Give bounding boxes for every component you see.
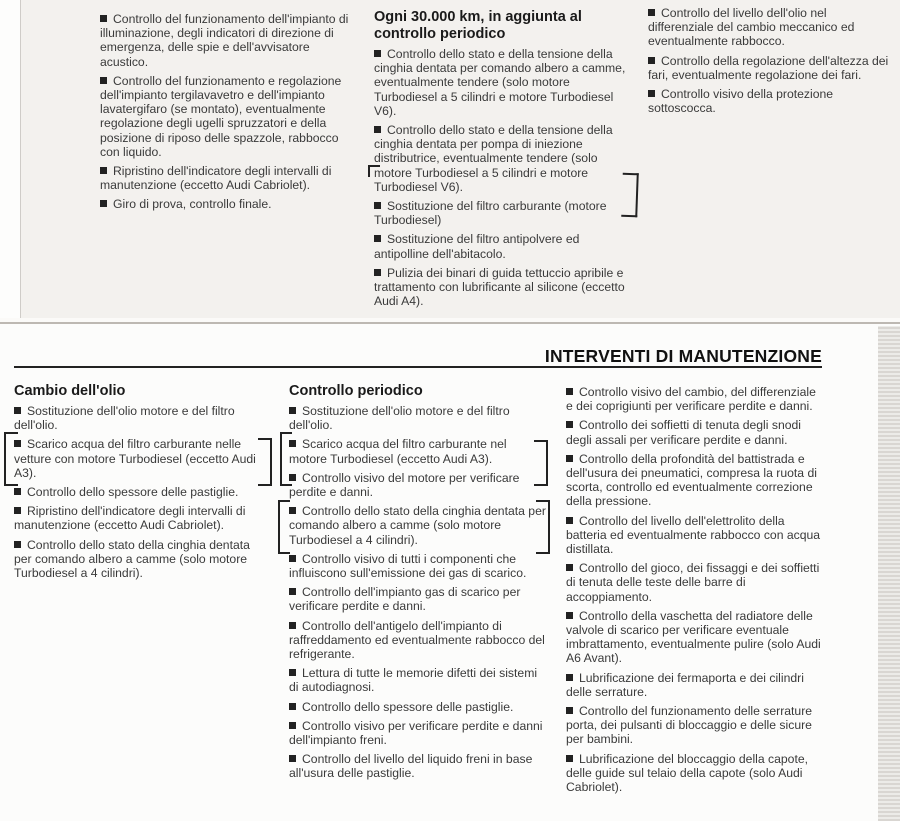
list-item: Controllo della profondità del battistrada e dell'usura dei pneumatici, compresa la ruota di scorta, controllo ed eventualmente correzione della pressione. [566, 451, 817, 509]
bullet-icon [100, 200, 107, 207]
list-item: Controllo del funzionamento e regolazione dell'impianto tergilavavetro e dell'impianto lavatergifaro (se montato), eventualmente regolazione degli ugelli spruzzatori e della posizione di riposo delle spazzole, rabbocco con liquido. [100, 73, 342, 159]
handwritten-bracket-mark [4, 432, 18, 486]
list-item: Controllo dell'impianto gas di scarico per verificare perdite e danni. [289, 585, 521, 614]
list-item: Controllo visivo del cambio, del differenziale e dei coprigiunti per verificare perdite e danni. [566, 385, 816, 414]
bullet-icon [566, 517, 573, 524]
top-column-3 [648, 6, 894, 120]
handwritten-bracket-mark [280, 432, 292, 486]
handwritten-bracket-mark [368, 165, 380, 177]
bullet-icon [374, 50, 381, 57]
list-item: Sostituzione del filtro antipolvere ed antipolline dell'abitacolo. [374, 232, 580, 261]
list-item: Giro di prova, controllo finale. [100, 197, 356, 211]
bullet-icon [566, 755, 573, 762]
list-item: Sostituzione del filtro carburante (motore Turbodiesel) [374, 199, 607, 228]
top-column-2 [374, 9, 630, 313]
handwritten-bracket-mark [534, 440, 548, 486]
bullet-icon [289, 588, 296, 595]
list-item: Lettura di tutte le memorie difetti dei sistemi di autodiagnosi. [289, 666, 538, 695]
list-item: Controllo dello stato della cinghia dentata per comando albero a camme (solo motore Turbodiesel a 4 cilindri). [14, 537, 250, 581]
bullet-icon [289, 407, 296, 414]
list-item: Controllo della regolazione dell'altezza dei fari, eventualmente regolazione dei fari. [648, 53, 889, 82]
bullet-icon [566, 455, 573, 462]
page-gutter [0, 0, 21, 318]
page-edge-stack [878, 326, 900, 821]
bullet-icon [374, 126, 381, 133]
bullet-icon [14, 407, 21, 414]
section-heading: Ogni 30.000 km, in aggiunta al controllo periodico [374, 9, 582, 42]
handwritten-bracket-mark [258, 438, 272, 486]
list-item: Lubrificazione dei fermaporta e dei cilindri delle serrature. [566, 670, 804, 699]
list-item: Controllo dello spessore delle pastiglie. [289, 700, 547, 714]
bullet-icon [566, 421, 573, 428]
bullet-icon [566, 707, 573, 714]
bullet-icon [648, 90, 655, 97]
bottom-column-3 [566, 385, 822, 799]
bullet-icon [100, 77, 107, 84]
bullet-icon [14, 541, 21, 548]
bullet-icon [566, 612, 573, 619]
bullet-icon [289, 722, 296, 729]
list-item: Controllo dello stato e della tensione della cinghia dentata per pompa di iniezione distributrice, eventualmente tendere (solo motore Turbodiesel a 5 cilindri e motore Turbodiesel V6). [374, 123, 613, 194]
bullet-icon [566, 564, 573, 571]
list-item: Pulizia dei binari di guida tettuccio apribile e trattamento con lubrificante al silicone (eccetto Audi A4). [374, 265, 625, 309]
section-heading: Cambio dell'olio [14, 383, 126, 399]
bottom-column-1 [14, 383, 270, 585]
list-item: Sostituzione dell'olio motore e del filtro dell'olio. [289, 404, 510, 433]
list-item: Controllo dell'antigelo dell'impianto di raffreddamento ed eventualmente rabbocco del refrigerante. [289, 618, 545, 662]
bullet-icon [100, 167, 107, 174]
list-item: Scarico acqua del filtro carburante nelle vetture con motore Turbodiesel (eccetto Audi A3). [14, 437, 256, 480]
bullet-icon [289, 507, 296, 514]
list-item: Controllo del funzionamento delle serrature porta, dei pulsanti di bloccaggio e delle sicure per bambini. [566, 704, 813, 747]
bullet-icon [374, 202, 381, 209]
list-item: Controllo del gioco, dei fissaggi e dei soffietti di tenuta delle teste delle barre di accoppiamento. [566, 561, 820, 604]
handwritten-bracket-mark [536, 500, 550, 554]
list-item: Controllo dello spessore delle pastiglie. [14, 485, 270, 499]
list-item: Controllo visivo del motore per verificare perdite e danni. [289, 470, 520, 500]
bullet-icon [648, 9, 655, 16]
list-item: Controllo dei soffietti di tenuta degli snodi degli assali per verificare perdite e danni. [566, 418, 801, 447]
page-title: INTERVENTI DI MANUTENZIONE [544, 346, 822, 366]
list-item: Controllo della vaschetta del radiatore delle valvole di scarico per verificare eventuale imbrattamento, eventualmente pulire (solo Audi A6 Avant). [566, 608, 821, 666]
list-item: Scarico acqua del filtro carburante nel motore Turbodiesel (eccetto Audi A3). [289, 437, 507, 466]
list-item: Ripristino dell'indicatore degli intervalli di manutenzione (eccetto Audi Cabriolet). [14, 504, 246, 533]
bullet-icon [374, 235, 381, 242]
bullet-icon [14, 488, 21, 495]
list-item: Controllo visivo della protezione sottoscocca. [648, 87, 834, 116]
bullet-icon [100, 15, 107, 22]
bullet-icon [289, 669, 296, 676]
list-item: Ripristino dell'indicatore degli intervalli di manutenzione (eccetto Audi Cabriolet). [100, 164, 332, 193]
bullet-icon [648, 57, 655, 64]
list-item: Controllo del livello dell'elettrolito della batteria ed eventualmente rabbocco con acqua distillata. [566, 513, 821, 557]
list-item: Controllo del funzionamento dell'impianto di illuminazione, degli indicatori di direzione di emergenza, delle spie e dell'avvisatore acustico. [100, 12, 349, 69]
list-item: Controllo visivo per verificare perdite e danni dell'impianto freni. [289, 718, 543, 748]
list-item: Controllo dello stato della cinghia dentata per comando albero a camme (solo motore Turbodiesel a 4 cilindri). [289, 504, 546, 547]
list-item: Controllo del livello dell'olio nel differenziale del cambio meccanico ed eventualmente rabbocco. [648, 6, 855, 49]
list-item: Controllo visivo di tutti i componenti che influiscono sull'emissione dei gas di scarico. [289, 551, 527, 581]
list-item: Sostituzione dell'olio motore e del filtro dell'olio. [14, 404, 235, 433]
bullet-icon [289, 703, 296, 710]
bullet-icon [289, 755, 296, 762]
bullet-icon [566, 674, 573, 681]
bottom-column-2 [289, 383, 547, 786]
list-item: Controllo dello stato e della tensione della cinghia dentata per comando albero a camme, eventualmente tendere (solo motore Turbodiesel a 5 cilindri e motore Turbodiesel V6). [374, 47, 626, 118]
bullet-icon [289, 555, 296, 562]
bullet-icon [14, 507, 21, 514]
handwritten-bracket-mark [621, 173, 639, 218]
list-item: Controllo del livello del liquido freni in base all'usura delle pastiglie. [289, 752, 533, 781]
top-column-1 [100, 12, 356, 217]
title-divider [14, 366, 822, 368]
bullet-icon [374, 269, 381, 276]
section-heading: Controllo periodico [289, 383, 423, 399]
handwritten-bracket-mark [278, 500, 290, 554]
list-item: Lubrificazione del bloccaggio della capote, delle guide sul telaio della capote (solo Audi Cabriolet). [566, 751, 809, 795]
bullet-icon [289, 622, 296, 629]
bullet-icon [566, 388, 573, 395]
